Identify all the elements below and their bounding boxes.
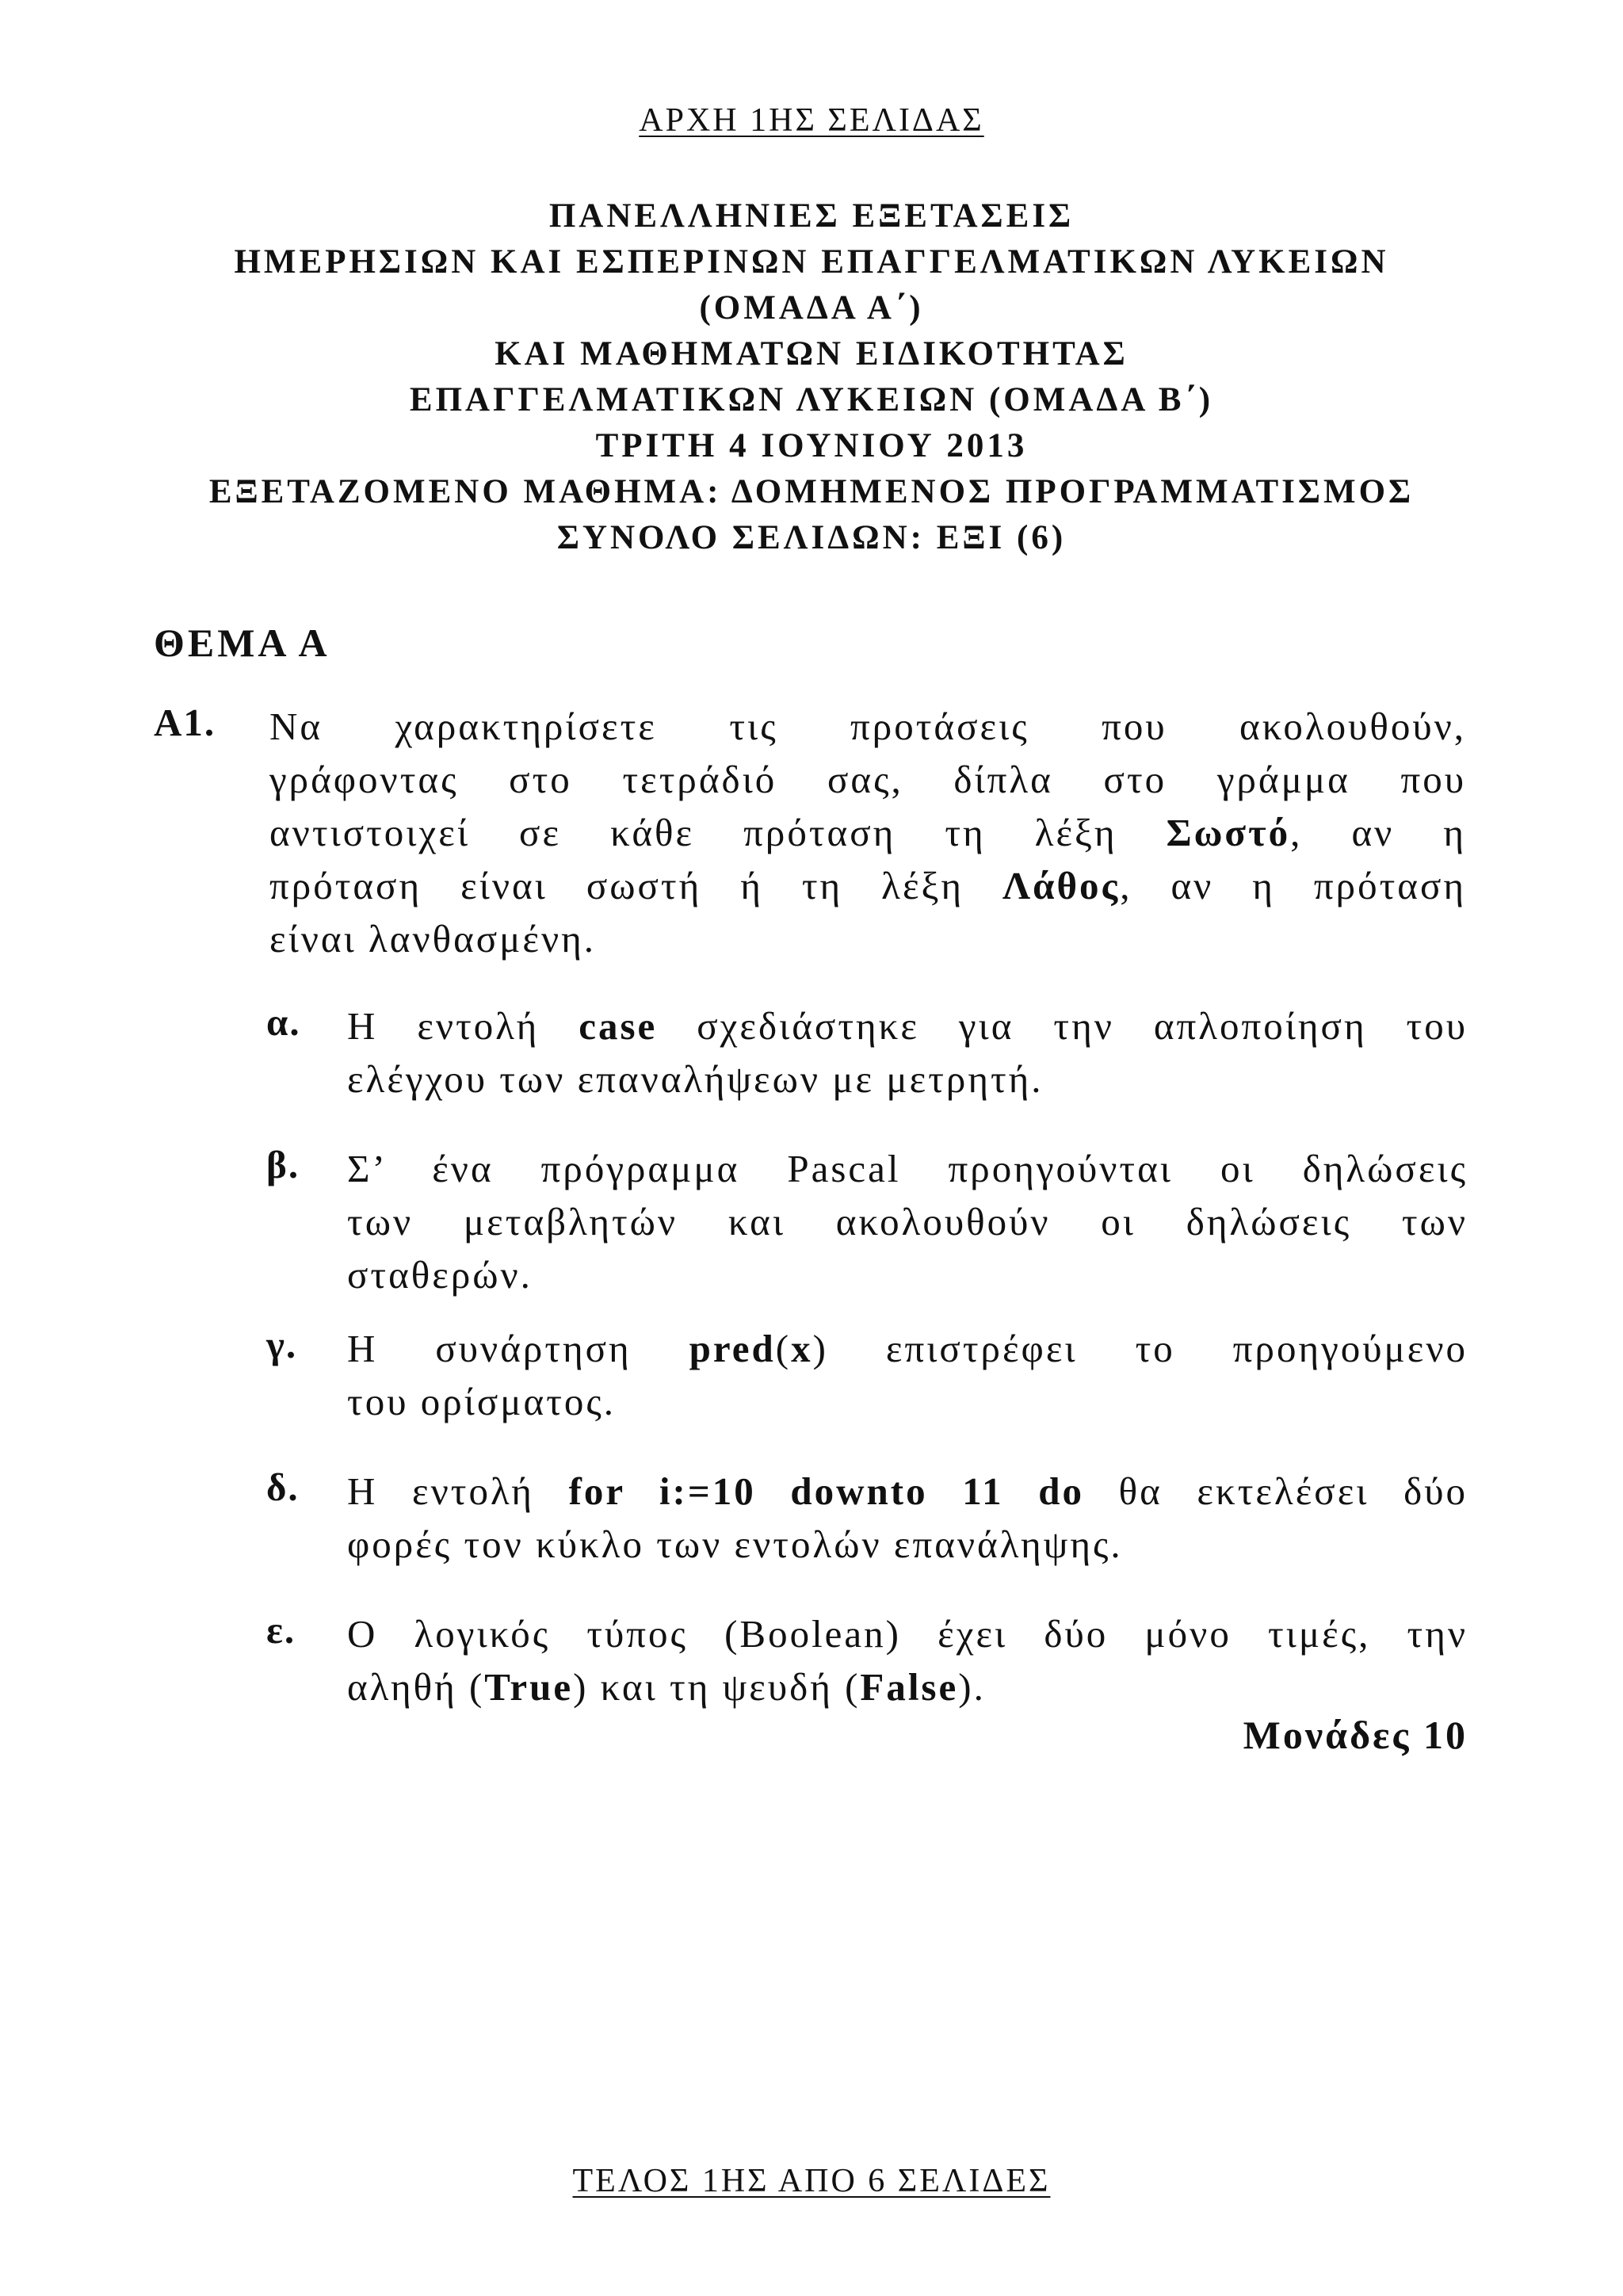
item-letter: β. [266,1143,300,1186]
statement-line: του ορίσματος. [347,1380,617,1423]
header-line: (ΟΜΑΔΑ Α΄) [699,289,924,327]
keyword-correct: Σωστό [1166,811,1291,854]
item-statement [347,1142,1468,1301]
question-intro [269,700,1466,965]
intro-line: γράφοντας στο τετράδιό σας, δίπλα στο γράμμα που [269,758,1466,801]
header-line: ΠΑΝΕΛΛΗΝΙΕΣ ΕΞΕΤΑΣΕΙΣ [548,197,1075,235]
question-label: Α1. [154,701,216,744]
points-label: Μονάδες 10 [1243,1713,1468,1757]
intro-line: αντιστοιχεί σε κάθε πρόταση τη λέξη Σωστό, αν η [269,811,1467,854]
statement-line: Ο λογικός τύπος (Boolean) έχει δύο μόνο τιμές, την [347,1612,1468,1656]
intro-line: πρόταση είναι σωστή ή τη λέξη Λάθος, αν η πρόταση [269,864,1466,907]
header-line: ΤΡΙΤΗ 4 ΙΟΥΝΙΟΥ 2013 [595,427,1028,464]
page-end-footer: ΤΕΛΟΣ 1ΗΣ ΑΠΟ 6 ΣΕΛΙΔΕΣ [572,2163,1051,2199]
statement-line: Σ’ ένα πρόγραμμα Pascal προηγούνται οι δηλώσεις [347,1147,1468,1190]
header-line: ΣΥΝΟΛΟ ΣΕΛΙΔΩΝ: ΕΞΙ (6) [556,519,1067,556]
code-keyword: for i:=10 downto 11 do [568,1469,1084,1513]
header-line: ΚΑΙ ΜΑΘΗΜΑΤΩΝ ΕΙΔΙΚΟΤΗΤΑΣ [495,335,1128,372]
code-keyword: False [860,1665,959,1709]
item-letter: α. [266,1000,301,1044]
item-statement [347,1322,1468,1428]
code-keyword: x [791,1327,813,1370]
theme-title: ΘΕΜΑ Α [154,621,330,665]
statement-line: ελέγχου των επαναλήψεων με μετρητή. [347,1057,1044,1101]
header-line: ΕΠΑΓΓΕΛΜΑΤΙΚΩΝ ΛΥΚΕΙΩΝ (ΟΜΑΔΑ Β΄) [409,381,1214,418]
item-letter: γ. [266,1323,298,1366]
code-keyword: case [579,1004,658,1048]
statement-line: Η εντολή for i:=10 downto 11 do θα εκτελέσει δύο [347,1469,1468,1513]
statement-line: Η συνάρτηση pred(x) επιστρέφει το προηγούμενο [347,1327,1468,1370]
statement-line: σταθερών. [347,1253,533,1297]
code-keyword: pred [689,1327,776,1370]
statement-line: των μεταβλητών και ακολουθούν οι δηλώσεις των [347,1200,1468,1244]
item-letter: δ. [266,1465,300,1509]
statement-line: αληθή (True) και τη ψευδή (False). [347,1665,986,1709]
keyword-wrong: Λάθος [1002,864,1121,907]
code-keyword: True [484,1665,574,1709]
statement-line: φορές τον κύκλο των εντολών επανάληψης. [347,1522,1123,1566]
item-statement [347,1607,1468,1713]
exam-header [0,193,1623,561]
item-statement [347,999,1468,1106]
header-line: ΗΜΕΡΗΣΙΩΝ ΚΑΙ ΕΣΠΕΡΙΝΩΝ ΕΠΑΓΓΕΛΜΑΤΙΚΩΝ ΛΥΚΕΙΩΝ [234,243,1389,281]
item-statement [347,1465,1468,1571]
page-start-header: ΑΡΧΗ 1ΗΣ ΣΕΛΙΔΑΣ [639,102,984,139]
item-letter: ε. [266,1608,296,1652]
intro-line: Να χαρακτηρίσετε τις προτάσεις που ακολουθούν, [269,705,1466,748]
statement-line: Η εντολή case σχεδιάστηκε για την απλοποίηση του [347,1004,1468,1048]
header-line: ΕΞΕΤΑΖΟΜΕΝΟ ΜΑΘΗΜΑ: ΔΟΜΗΜΕΝΟΣ ΠΡΟΓΡΑΜΜΑΤΙΣΜΟΣ [208,473,1415,510]
intro-line: είναι λανθασμένη. [269,917,597,961]
